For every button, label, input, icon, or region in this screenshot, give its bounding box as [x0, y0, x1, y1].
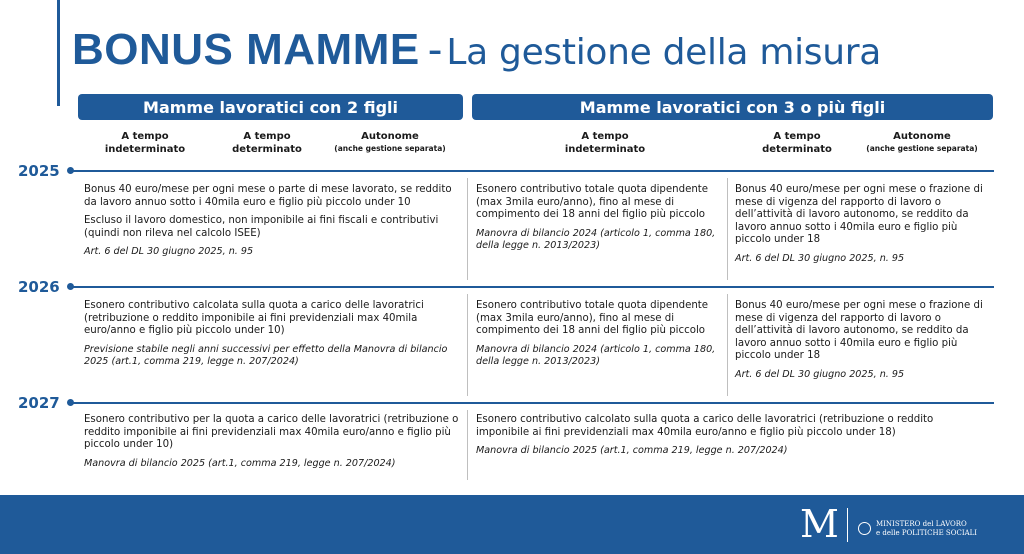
timeline-line-2026: [72, 286, 994, 288]
cell-2026-two-children: [84, 300, 459, 375]
column-header-sub: (anche gestione separata): [334, 144, 446, 153]
cell-2025-three-children-others: [735, 184, 990, 271]
cell-reference: Art. 6 del DL 30 giugno 2025, n. 95: [735, 252, 905, 264]
ministry-logo-letter: M: [800, 502, 839, 546]
group-label: Mamme lavoratici con 2 figli: [143, 97, 398, 117]
cell-reference: Manovra di bilancio 2024 (articolo 1, comma 180, della legge n. 2013/2023): [476, 343, 716, 367]
cell-text: Esonero contributivo calcolata sulla quota a carico delle lavoratrici (retribuzione o reddito imponibile ai fini previdenziali max 40mila euro/anno e figlio più piccolo under 10): [84, 300, 424, 336]
column-divider: [467, 178, 468, 280]
cell-2027-two-children: [84, 414, 459, 476]
column-divider: [727, 294, 728, 396]
title-dash: -: [427, 25, 443, 74]
column-divider: [727, 178, 728, 280]
year-label-2027: 2027: [18, 394, 60, 412]
ministry-name-line: MINISTERO del LAVORO: [876, 520, 967, 528]
cell-text: Bonus 40 euro/mese per ogni mese o frazione di mese di vigenza del rapporto di lavoro o dell’attività di lavoro autonomo, se reddito da lavoro annuo sotto i 40mila euro e figlio più piccolo under 18: [735, 300, 983, 361]
cell-text: Esonero contributivo totale quota dipendente (max 3mila euro/anno), fino al mese di compimento dei 18 anni del figlio più piccolo: [476, 300, 709, 336]
emblem-icon: [858, 522, 871, 535]
group-header-two-children: [78, 94, 463, 120]
column-header-line: Autonome: [893, 131, 951, 142]
cell-text: Esonero contributivo per la quota a carico delle lavoratrici (retribuzione o reddito imponibile ai fini previdenziali max 40mila euro/anno e figlio più piccolo under 10): [84, 414, 459, 450]
column-header-line: determinato: [232, 144, 302, 155]
column-header-indeterminato-3: [550, 130, 660, 156]
title-accent-bar: [57, 0, 60, 106]
column-header-sub: (anche gestione separata): [866, 144, 978, 153]
cell-2026-three-children-employees: [476, 300, 721, 375]
cell-2025-two-children: [84, 184, 459, 265]
column-header-indeterminato-2: [90, 130, 200, 156]
cell-2025-three-children-employees: [476, 184, 721, 259]
column-divider: [467, 410, 468, 480]
column-header-line: A tempo: [121, 131, 169, 142]
title-subtitle: La gestione della misura: [446, 32, 882, 73]
timeline-line-2025: [72, 170, 994, 172]
column-header-line: Autonome: [361, 131, 419, 142]
column-header-autonome-3: [852, 130, 992, 154]
group-header-three-children: [472, 94, 993, 120]
cell-reference: Art. 6 del DL 30 giugno 2025, n. 95: [735, 368, 905, 380]
column-divider: [467, 294, 468, 396]
title-bold: BONUS MAMME: [72, 25, 420, 74]
column-header-line: A tempo: [773, 131, 821, 142]
ministry-logo-text: [876, 520, 977, 538]
column-header-determinato-2: [212, 130, 322, 156]
cell-text: Esonero contributivo calcolato sulla quota a carico delle lavoratrici (retribuzione o reddito imponibile ai fini previdenziali max 40mila euro/anno e figlio più piccolo under 18): [476, 414, 934, 438]
cell-reference: Manovra di bilancio 2024 (articolo 1, comma 180, della legge n. 2013/2023): [476, 227, 716, 251]
cell-text: Bonus 40 euro/mese per ogni mese o parte di mese lavorato, se reddito da lavoro annuo sotto i 40mila euro e figlio più piccolo under 10: [84, 184, 452, 208]
column-header-determinato-3: [742, 130, 852, 156]
cell-2026-three-children-others: [735, 300, 990, 387]
column-header-line: A tempo: [581, 131, 629, 142]
footer-bar: [0, 495, 1024, 554]
year-label-2026: 2026: [18, 278, 60, 296]
cell-reference: Manovra di bilancio 2025 (art.1, comma 219, legge n. 207/2024): [84, 457, 396, 469]
column-header-autonome-2: [322, 130, 458, 154]
cell-text: Escluso il lavoro domestico, non imponibile ai fini fiscali e contributivi (quindi non rileva nel calcolo ISEE): [84, 215, 439, 239]
cell-reference: Previsione stabile negli anni successivi per effetto della Manovra di bilancio 2025 (art.1, comma 219, legge n. 207/2024): [84, 343, 448, 367]
cell-2027-three-children: [476, 414, 988, 464]
group-label: Mamme lavoratici con 3 o più figli: [579, 97, 886, 117]
ministry-logo-divider: [847, 508, 848, 542]
page-title: [72, 25, 882, 74]
year-label-2025: 2025: [18, 162, 60, 180]
column-header-line: determinato: [762, 144, 832, 155]
ministry-name-line: e delle POLITICHE SOCIALI: [876, 529, 978, 537]
cell-reference: Manovra di bilancio 2025 (art.1, comma 219, legge n. 207/2024): [476, 445, 788, 456]
column-header-line: A tempo: [243, 131, 291, 142]
column-header-line: indeterminato: [564, 144, 646, 155]
cell-reference: Art. 6 del DL 30 giugno 2025, n. 95: [84, 246, 254, 257]
column-header-line: indeterminato: [104, 144, 186, 155]
cell-text: Esonero contributivo totale quota dipendente (max 3mila euro/anno), fino al mese di compimento dei 18 anni del figlio più piccolo: [476, 184, 709, 220]
cell-text: Bonus 40 euro/mese per ogni mese o frazione di mese di vigenza del rapporto di lavoro o dell’attività di lavoro autonomo, se reddito da lavoro annuo sotto i 40mila euro e figlio più piccolo under 18: [735, 184, 983, 245]
timeline-line-2027: [72, 402, 994, 404]
